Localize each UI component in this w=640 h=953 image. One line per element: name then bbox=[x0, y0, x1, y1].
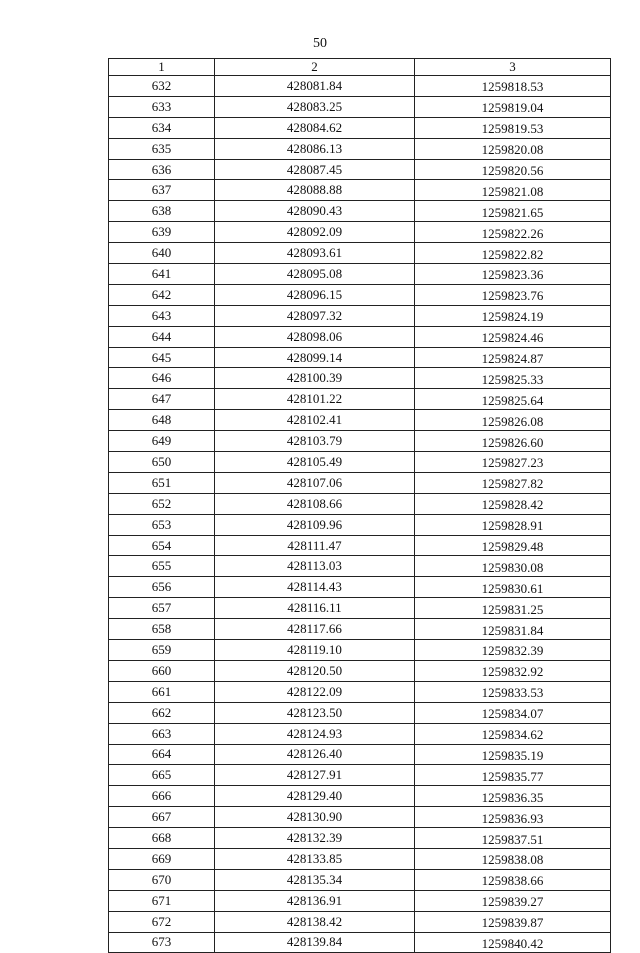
point-number-cell: 633 bbox=[109, 96, 215, 117]
x-coordinate-cell: 428099.14 bbox=[215, 347, 415, 368]
point-number-cell: 659 bbox=[109, 640, 215, 661]
x-coordinate-cell: 428139.84 bbox=[215, 932, 415, 953]
point-number-cell: 648 bbox=[109, 410, 215, 431]
y-coordinate-cell: 1259823.76 bbox=[415, 284, 611, 305]
point-number-cell: 662 bbox=[109, 702, 215, 723]
point-number-cell: 671 bbox=[109, 890, 215, 911]
point-number-cell: 650 bbox=[109, 452, 215, 473]
point-number-cell: 658 bbox=[109, 619, 215, 640]
point-number-cell: 667 bbox=[109, 807, 215, 828]
y-coordinate-cell: 1259832.92 bbox=[415, 660, 611, 681]
table-row bbox=[109, 243, 611, 264]
point-number-cell: 646 bbox=[109, 368, 215, 389]
point-number-cell: 640 bbox=[109, 243, 215, 264]
y-coordinate-cell: 1259825.64 bbox=[415, 389, 611, 410]
x-coordinate-cell: 428114.43 bbox=[215, 577, 415, 598]
table-row bbox=[109, 452, 611, 473]
x-coordinate-cell: 428093.61 bbox=[215, 243, 415, 264]
y-coordinate-cell: 1259838.08 bbox=[415, 848, 611, 869]
point-number-cell: 652 bbox=[109, 493, 215, 514]
x-coordinate-cell: 428103.79 bbox=[215, 431, 415, 452]
x-coordinate-cell: 428102.41 bbox=[215, 410, 415, 431]
x-coordinate-cell: 428097.32 bbox=[215, 305, 415, 326]
x-coordinate-cell: 428086.13 bbox=[215, 138, 415, 159]
point-number-cell: 668 bbox=[109, 828, 215, 849]
point-number-cell: 641 bbox=[109, 264, 215, 285]
table-row bbox=[109, 76, 611, 97]
point-number-cell: 637 bbox=[109, 180, 215, 201]
x-coordinate-cell: 428117.66 bbox=[215, 619, 415, 640]
table-row bbox=[109, 326, 611, 347]
y-coordinate-cell: 1259829.48 bbox=[415, 535, 611, 556]
x-coordinate-cell: 428096.15 bbox=[215, 284, 415, 305]
x-coordinate-cell: 428095.08 bbox=[215, 264, 415, 285]
point-number-cell: 656 bbox=[109, 577, 215, 598]
table-row bbox=[109, 619, 611, 640]
table-row bbox=[109, 556, 611, 577]
table-row bbox=[109, 681, 611, 702]
point-number-cell: 666 bbox=[109, 786, 215, 807]
table-row bbox=[109, 932, 611, 953]
point-number-cell: 661 bbox=[109, 681, 215, 702]
x-coordinate-cell: 428088.88 bbox=[215, 180, 415, 201]
point-number-cell: 632 bbox=[109, 76, 215, 97]
point-number-cell: 653 bbox=[109, 514, 215, 535]
point-number-cell: 664 bbox=[109, 744, 215, 765]
table-row bbox=[109, 514, 611, 535]
point-number-cell: 649 bbox=[109, 431, 215, 452]
y-coordinate-cell: 1259831.25 bbox=[415, 598, 611, 619]
y-coordinate-cell: 1259825.33 bbox=[415, 368, 611, 389]
y-coordinate-cell: 1259839.27 bbox=[415, 890, 611, 911]
table-row bbox=[109, 305, 611, 326]
y-coordinate-cell: 1259837.51 bbox=[415, 828, 611, 849]
y-coordinate-cell: 1259826.08 bbox=[415, 410, 611, 431]
y-coordinate-cell: 1259835.77 bbox=[415, 765, 611, 786]
y-coordinate-cell: 1259824.46 bbox=[415, 326, 611, 347]
x-coordinate-cell: 428116.11 bbox=[215, 598, 415, 619]
x-coordinate-cell: 428136.91 bbox=[215, 890, 415, 911]
point-number-cell: 672 bbox=[109, 911, 215, 932]
x-coordinate-cell: 428135.34 bbox=[215, 869, 415, 890]
y-coordinate-cell: 1259826.60 bbox=[415, 431, 611, 452]
point-number-cell: 644 bbox=[109, 326, 215, 347]
table-row bbox=[109, 723, 611, 744]
table-row bbox=[109, 577, 611, 598]
y-coordinate-cell: 1259838.66 bbox=[415, 869, 611, 890]
table-row bbox=[109, 347, 611, 368]
point-number-cell: 657 bbox=[109, 598, 215, 619]
point-number-cell: 651 bbox=[109, 472, 215, 493]
y-coordinate-cell: 1259839.87 bbox=[415, 911, 611, 932]
point-number-cell: 670 bbox=[109, 869, 215, 890]
y-coordinate-cell: 1259832.39 bbox=[415, 640, 611, 661]
y-coordinate-cell: 1259824.19 bbox=[415, 305, 611, 326]
x-coordinate-cell: 428081.84 bbox=[215, 76, 415, 97]
y-coordinate-cell: 1259827.82 bbox=[415, 472, 611, 493]
table-row bbox=[109, 786, 611, 807]
table-row bbox=[109, 890, 611, 911]
point-number-cell: 643 bbox=[109, 305, 215, 326]
x-coordinate-cell: 428119.10 bbox=[215, 640, 415, 661]
point-number-cell: 669 bbox=[109, 848, 215, 869]
table-row bbox=[109, 117, 611, 138]
point-number-cell: 647 bbox=[109, 389, 215, 410]
table-row bbox=[109, 96, 611, 117]
column-header-1: 1 bbox=[109, 59, 215, 76]
x-coordinate-cell: 428100.39 bbox=[215, 368, 415, 389]
y-coordinate-cell: 1259819.04 bbox=[415, 96, 611, 117]
table-row bbox=[109, 598, 611, 619]
x-coordinate-cell: 428113.03 bbox=[215, 556, 415, 577]
page-number: 50 bbox=[313, 36, 327, 51]
x-coordinate-cell: 428132.39 bbox=[215, 828, 415, 849]
table-row bbox=[109, 159, 611, 180]
table-body bbox=[109, 76, 611, 953]
table-row bbox=[109, 828, 611, 849]
x-coordinate-cell: 428127.91 bbox=[215, 765, 415, 786]
table-header-row bbox=[109, 59, 611, 76]
x-coordinate-cell: 428123.50 bbox=[215, 702, 415, 723]
table-row bbox=[109, 431, 611, 452]
point-number-cell: 635 bbox=[109, 138, 215, 159]
y-coordinate-cell: 1259823.36 bbox=[415, 264, 611, 285]
x-coordinate-cell: 428101.22 bbox=[215, 389, 415, 410]
table-row bbox=[109, 765, 611, 786]
table-row bbox=[109, 284, 611, 305]
table-row bbox=[109, 911, 611, 932]
y-coordinate-cell: 1259828.42 bbox=[415, 493, 611, 514]
x-coordinate-cell: 428083.25 bbox=[215, 96, 415, 117]
y-coordinate-cell: 1259833.53 bbox=[415, 681, 611, 702]
y-coordinate-cell: 1259820.08 bbox=[415, 138, 611, 159]
y-coordinate-cell: 1259836.35 bbox=[415, 786, 611, 807]
x-coordinate-cell: 428098.06 bbox=[215, 326, 415, 347]
x-coordinate-cell: 428129.40 bbox=[215, 786, 415, 807]
x-coordinate-cell: 428120.50 bbox=[215, 660, 415, 681]
table-row bbox=[109, 368, 611, 389]
x-coordinate-cell: 428138.42 bbox=[215, 911, 415, 932]
x-coordinate-cell: 428090.43 bbox=[215, 201, 415, 222]
point-number-cell: 660 bbox=[109, 660, 215, 681]
point-number-cell: 642 bbox=[109, 284, 215, 305]
y-coordinate-cell: 1259818.53 bbox=[415, 76, 611, 97]
y-coordinate-cell: 1259830.08 bbox=[415, 556, 611, 577]
x-coordinate-cell: 428109.96 bbox=[215, 514, 415, 535]
y-coordinate-cell: 1259824.87 bbox=[415, 347, 611, 368]
table-row bbox=[109, 222, 611, 243]
x-coordinate-cell: 428122.09 bbox=[215, 681, 415, 702]
x-coordinate-cell: 428130.90 bbox=[215, 807, 415, 828]
table-row bbox=[109, 660, 611, 681]
table-row bbox=[109, 869, 611, 890]
x-coordinate-cell: 428133.85 bbox=[215, 848, 415, 869]
point-number-cell: 673 bbox=[109, 932, 215, 953]
y-coordinate-cell: 1259835.19 bbox=[415, 744, 611, 765]
table-row bbox=[109, 201, 611, 222]
x-coordinate-cell: 428092.09 bbox=[215, 222, 415, 243]
table-row bbox=[109, 702, 611, 723]
column-header-3: 3 bbox=[415, 59, 611, 76]
y-coordinate-cell: 1259821.08 bbox=[415, 180, 611, 201]
table-row bbox=[109, 389, 611, 410]
y-coordinate-cell: 1259827.23 bbox=[415, 452, 611, 473]
table-row bbox=[109, 180, 611, 201]
y-coordinate-cell: 1259821.65 bbox=[415, 201, 611, 222]
table-row bbox=[109, 640, 611, 661]
table-row bbox=[109, 807, 611, 828]
table-row bbox=[109, 848, 611, 869]
point-number-cell: 655 bbox=[109, 556, 215, 577]
point-number-cell: 665 bbox=[109, 765, 215, 786]
y-coordinate-cell: 1259819.53 bbox=[415, 117, 611, 138]
table-row bbox=[109, 535, 611, 556]
y-coordinate-cell: 1259822.26 bbox=[415, 222, 611, 243]
x-coordinate-cell: 428087.45 bbox=[215, 159, 415, 180]
x-coordinate-cell: 428124.93 bbox=[215, 723, 415, 744]
table-row bbox=[109, 472, 611, 493]
point-number-cell: 636 bbox=[109, 159, 215, 180]
point-number-cell: 638 bbox=[109, 201, 215, 222]
point-number-cell: 663 bbox=[109, 723, 215, 744]
table-row bbox=[109, 744, 611, 765]
y-coordinate-cell: 1259822.82 bbox=[415, 243, 611, 264]
x-coordinate-cell: 428084.62 bbox=[215, 117, 415, 138]
point-number-cell: 654 bbox=[109, 535, 215, 556]
x-coordinate-cell: 428126.40 bbox=[215, 744, 415, 765]
y-coordinate-cell: 1259840.42 bbox=[415, 932, 611, 953]
point-number-cell: 639 bbox=[109, 222, 215, 243]
column-header-2: 2 bbox=[215, 59, 415, 76]
x-coordinate-cell: 428108.66 bbox=[215, 493, 415, 514]
x-coordinate-cell: 428105.49 bbox=[215, 452, 415, 473]
y-coordinate-cell: 1259836.93 bbox=[415, 807, 611, 828]
coordinates-table bbox=[108, 58, 611, 953]
y-coordinate-cell: 1259830.61 bbox=[415, 577, 611, 598]
table-row bbox=[109, 493, 611, 514]
table-row bbox=[109, 138, 611, 159]
table-row bbox=[109, 264, 611, 285]
table-row bbox=[109, 410, 611, 431]
y-coordinate-cell: 1259820.56 bbox=[415, 159, 611, 180]
y-coordinate-cell: 1259828.91 bbox=[415, 514, 611, 535]
x-coordinate-cell: 428107.06 bbox=[215, 472, 415, 493]
y-coordinate-cell: 1259834.07 bbox=[415, 702, 611, 723]
point-number-cell: 634 bbox=[109, 117, 215, 138]
x-coordinate-cell: 428111.47 bbox=[215, 535, 415, 556]
point-number-cell: 645 bbox=[109, 347, 215, 368]
y-coordinate-cell: 1259834.62 bbox=[415, 723, 611, 744]
y-coordinate-cell: 1259831.84 bbox=[415, 619, 611, 640]
